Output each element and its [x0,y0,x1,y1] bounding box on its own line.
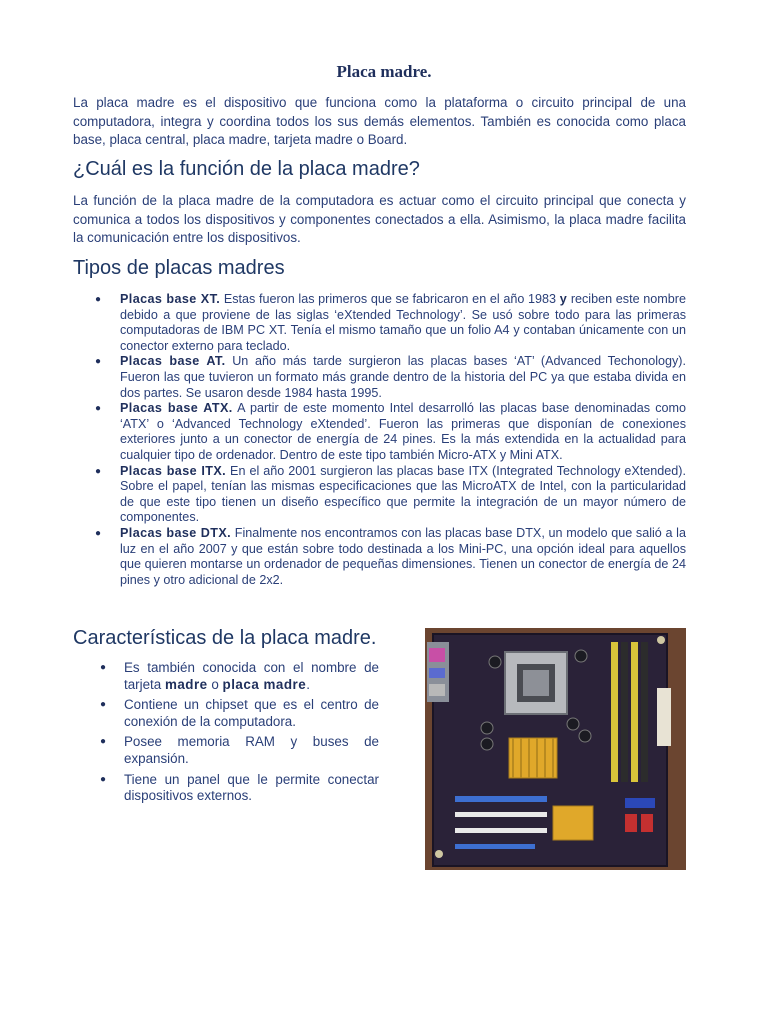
list-item [100,734,379,767]
feature-text: Posee memoria RAM y buses de expansión. [124,734,379,766]
function-heading: ¿Cuál es la función de la placa madre? [73,158,420,180]
list-item [100,772,379,805]
features-heading: Características de la placa madre. [73,627,377,649]
type-text: Estas fueron las primeros que se fabricaron en el año 1983 [220,292,560,306]
bullet-icon: ● [95,465,102,477]
type-name: Placas base XT. [120,292,221,306]
motherboard-illustration [425,628,686,870]
feature-text: Contiene un chipset que es el centro de conexión de la computadora. [124,697,379,729]
feature-text: o [207,676,223,692]
list-item [95,464,686,526]
list-item [95,354,686,401]
feature-bold: placa madre [222,676,307,692]
type-text: reciben este nombre debido a que proviene de las siglas ‘eXtended Technology’. Se usó sobre todo para las primeras computadoras de IBM PC XT. Tenía el mismo tamaño que un folio A4 y contaban únicamente con un conector externo para teclado. [120,292,686,353]
type-name: Placas base ITX. [120,463,227,478]
type-name: Placas base DTX. [120,525,232,540]
bullet-icon: ● [95,403,102,415]
bullet-icon: ● [100,773,107,785]
list-item [100,660,379,693]
type-bold-y: y [559,292,568,306]
feature-bold: madre [164,676,208,692]
bullet-icon: ● [95,527,102,539]
type-name: Placas base AT. [120,354,226,369]
bullet-icon: ● [95,356,102,368]
list-item [95,526,686,588]
type-text: Un año más tarde surgieron las placas bases ‘AT’ (Advanced Techonology). Fueron las que tuvieron un formato más grande dentro de la historia del PC ya que estaba divida en dos partes. Se usaron desde 1984 hasta 1995. [120,354,686,400]
feature-text: . [306,676,310,692]
type-text: A partir de este momento Intel desarrolló las placas base denominadas como ‘ATX’ o ‘Advanced Technology eXtended’. Fueron las primeras que disponían de conexiones exteriores junto a un conector de energía de 24 pines. Es la más extendida en la actualidad para cualquier tipo de ordenador. Dentro de este tipo también Micro-ATX y Mini ATX. [120,401,686,462]
bullet-icon: ● [100,736,107,748]
types-heading: Tipos de placas madres [73,257,285,279]
list-item [95,292,686,354]
feature-text: Tiene un panel que le permite conectar dispositivos externos. [124,771,379,804]
bullet-icon: ● [95,294,102,305]
type-text: En el año 2001 surgieron las placas base ITX (Integrated Technology eXtended). Sobre el papel, tenían las mismas especificaciones que las MicroATX de Intel, con la particularidad de que este tipo tienen un diseño específico que permite la integración de un mayor número de componentes. [120,463,687,525]
bullet-icon: ● [100,662,107,673]
type-name: Placas base ATX. [120,401,233,416]
features-list [100,660,379,809]
types-list [95,292,686,588]
function-paragraph: La función de la placa madre de la computadora es actuar como el circuito principal que conecta y comunica a todos los dispositivos y componentes conectados a ella. Asimismo, la placa madre facilita la comunicación entre los dispositivos. [73,193,686,246]
list-item [95,401,686,463]
list-item [100,697,379,730]
page-title: Placa madre. [336,62,432,81]
intro-paragraph: La placa madre es el dispositivo que funciona como la plataforma o circuito principal de una computadora, integra y coordina todos los sus demás elementos. También es conocida como placa base, placa central, placa madre, tarjeta madre o Board. [73,95,686,148]
bullet-icon: ● [100,699,107,711]
feature-text: Es también conocida con el nombre de tarjeta [124,660,379,692]
type-text: Finalmente nos encontramos con las placas base DTX, un modelo que salió a la luz en el año 2007 y que están sobre todo destinada a los Mini-PC, una opción ideal para aquellos que quieren montarse un ordenador de pequeñas dimensiones. Tienen un conector de energía de 24 pines y otro adicional de 2x2. [120,525,686,587]
motherboard-photo [425,628,686,870]
